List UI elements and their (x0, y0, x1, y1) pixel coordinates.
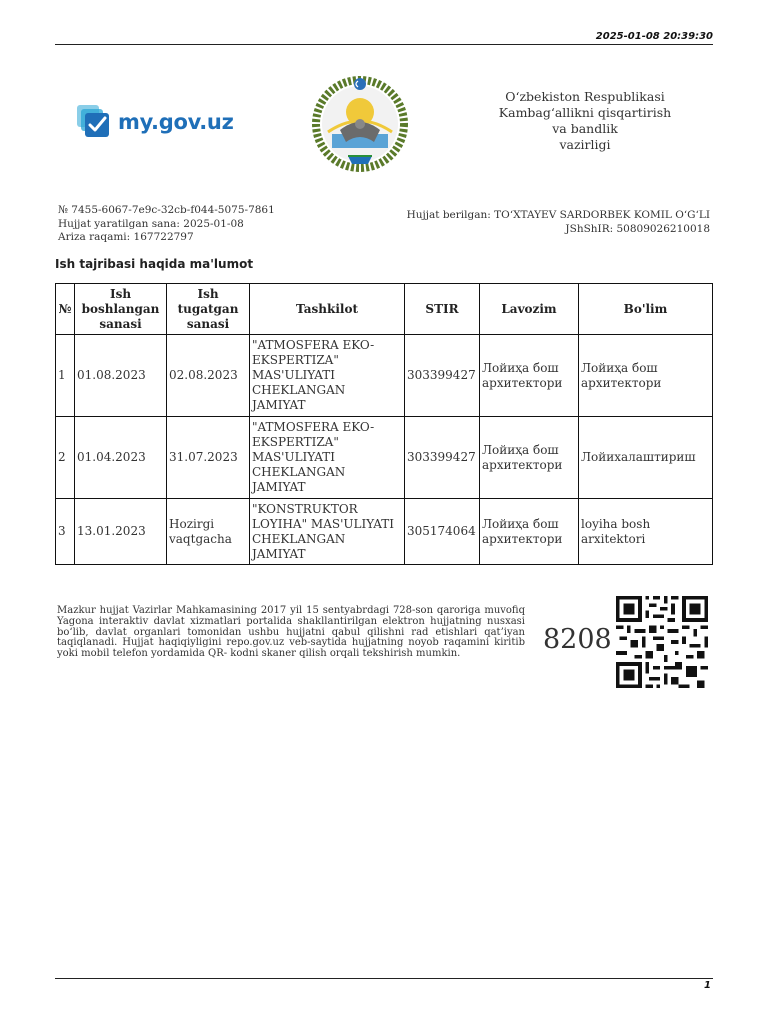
table-cell: Лойиҳа бош архитектори (579, 335, 713, 417)
table-cell: 2 (56, 417, 75, 499)
ministry-line: O‘zbekiston Respublikasi (505, 89, 665, 104)
table-cell: 02.08.2023 (167, 335, 250, 417)
document-meta (58, 204, 275, 245)
ministry-line: va bandlik (552, 121, 618, 136)
table-header-row (56, 284, 713, 335)
logo-text: my.gov.uz (118, 110, 234, 134)
table-cell: Лойиҳа бош архитектори (480, 335, 579, 417)
page-number: 1 (704, 980, 711, 991)
mygov-logo-icon (76, 104, 112, 140)
section-title: Ish tajribasi haqida ma'lumot (55, 257, 254, 271)
table-cell: 01.04.2023 (75, 417, 167, 499)
table-row (56, 335, 713, 417)
column-header: Tashkilot (250, 284, 405, 335)
table-cell: 303399427 (405, 417, 480, 499)
column-header: Bo'lim (579, 284, 713, 335)
table-cell: 13.01.2023 (75, 499, 167, 565)
table-cell: "ATMOSFERA EKO-EKSPERTIZA" MAS'ULIYATI CHEKLANGAN JAMIYAT (250, 417, 405, 499)
top-divider (55, 44, 713, 45)
pinfl: JShShIR: 50809026210018 (565, 223, 710, 235)
created-date: Hujjat yaratilgan sana: 2025-01-08 (58, 217, 244, 230)
table-cell: Лойихалаштириш (579, 417, 713, 499)
column-header: Ish boshlangan sanasi (75, 284, 167, 335)
document-timestamp: 2025-01-08 20:39:30 (595, 31, 713, 42)
ministry-line: vazirligi (559, 137, 611, 152)
verification-code: 8208 (543, 624, 612, 655)
application-number: Ariza raqami: 167722797 (58, 231, 194, 243)
table-row (56, 417, 713, 499)
column-header: STIR (405, 284, 480, 335)
bottom-divider (55, 978, 713, 979)
document-number: № 7455-6067-7e9c-32cb-f044-5075-7861 (58, 204, 275, 216)
table-cell: Лойиҳа бош архитектори (480, 499, 579, 565)
table-cell: 31.07.2023 (167, 417, 250, 499)
table-cell: 1 (56, 335, 75, 417)
issued-to: Hujjat berilgan: TO‘XTAYEV SARDORBEK KOMIL O‘G‘LI (406, 209, 710, 221)
table-cell: 01.08.2023 (75, 335, 167, 417)
table-cell: 305174064 (405, 499, 480, 565)
table-cell: loyiha bosh arxitektori (579, 499, 713, 565)
column-header: № (56, 284, 75, 335)
table-cell: "ATMOSFERA EKO-EKSPERTIZA" MAS'ULIYATI CHEKLANGAN JAMIYAT (250, 335, 405, 417)
ministry-line: Kambag‘allikni qisqartirish (498, 105, 672, 120)
ministry-name (490, 89, 680, 153)
table-cell: 3 (56, 499, 75, 565)
table-row (56, 499, 713, 565)
work-experience-table (55, 283, 713, 565)
state-emblem-icon (310, 72, 410, 172)
column-header: Lavozim (480, 284, 579, 335)
table-cell: Hozirgi vaqtgacha (167, 499, 250, 565)
table-cell: 303399427 (405, 335, 480, 417)
recipient-meta (407, 208, 710, 236)
table-cell: Лойиҳа бош архитектори (480, 417, 579, 499)
disclaimer-text: Mazkur hujjat Vazirlar Mahkamasining 2017 yil 15 sentyabrdagi 728-son qaroriga muvofiq Yagona interaktiv davlat xizmatlari portalida shakllantirilgan elektron hujjatning nusxasi bo‘lib, davlat organlari tomonidan ushbu hujjatni qabul qilishni rad etishlari qat’iyan taqiqlanadi. Hujjat haqiqiyligini repo.gov.uz veb-saytida hujjatning noyob raqamini kiritib yoki mobil telefon yordamida QR- kodni skaner qilish orqali tekshirish mumkin. (57, 605, 525, 660)
qr-code-icon (613, 596, 711, 688)
mygov-logo (76, 104, 234, 140)
table-cell: "KONSTRUKTOR LOYIHA" MAS'ULIYATI CHEKLANGAN JAMIYAT (250, 499, 405, 565)
column-header: Ish tugatgan sanasi (167, 284, 250, 335)
